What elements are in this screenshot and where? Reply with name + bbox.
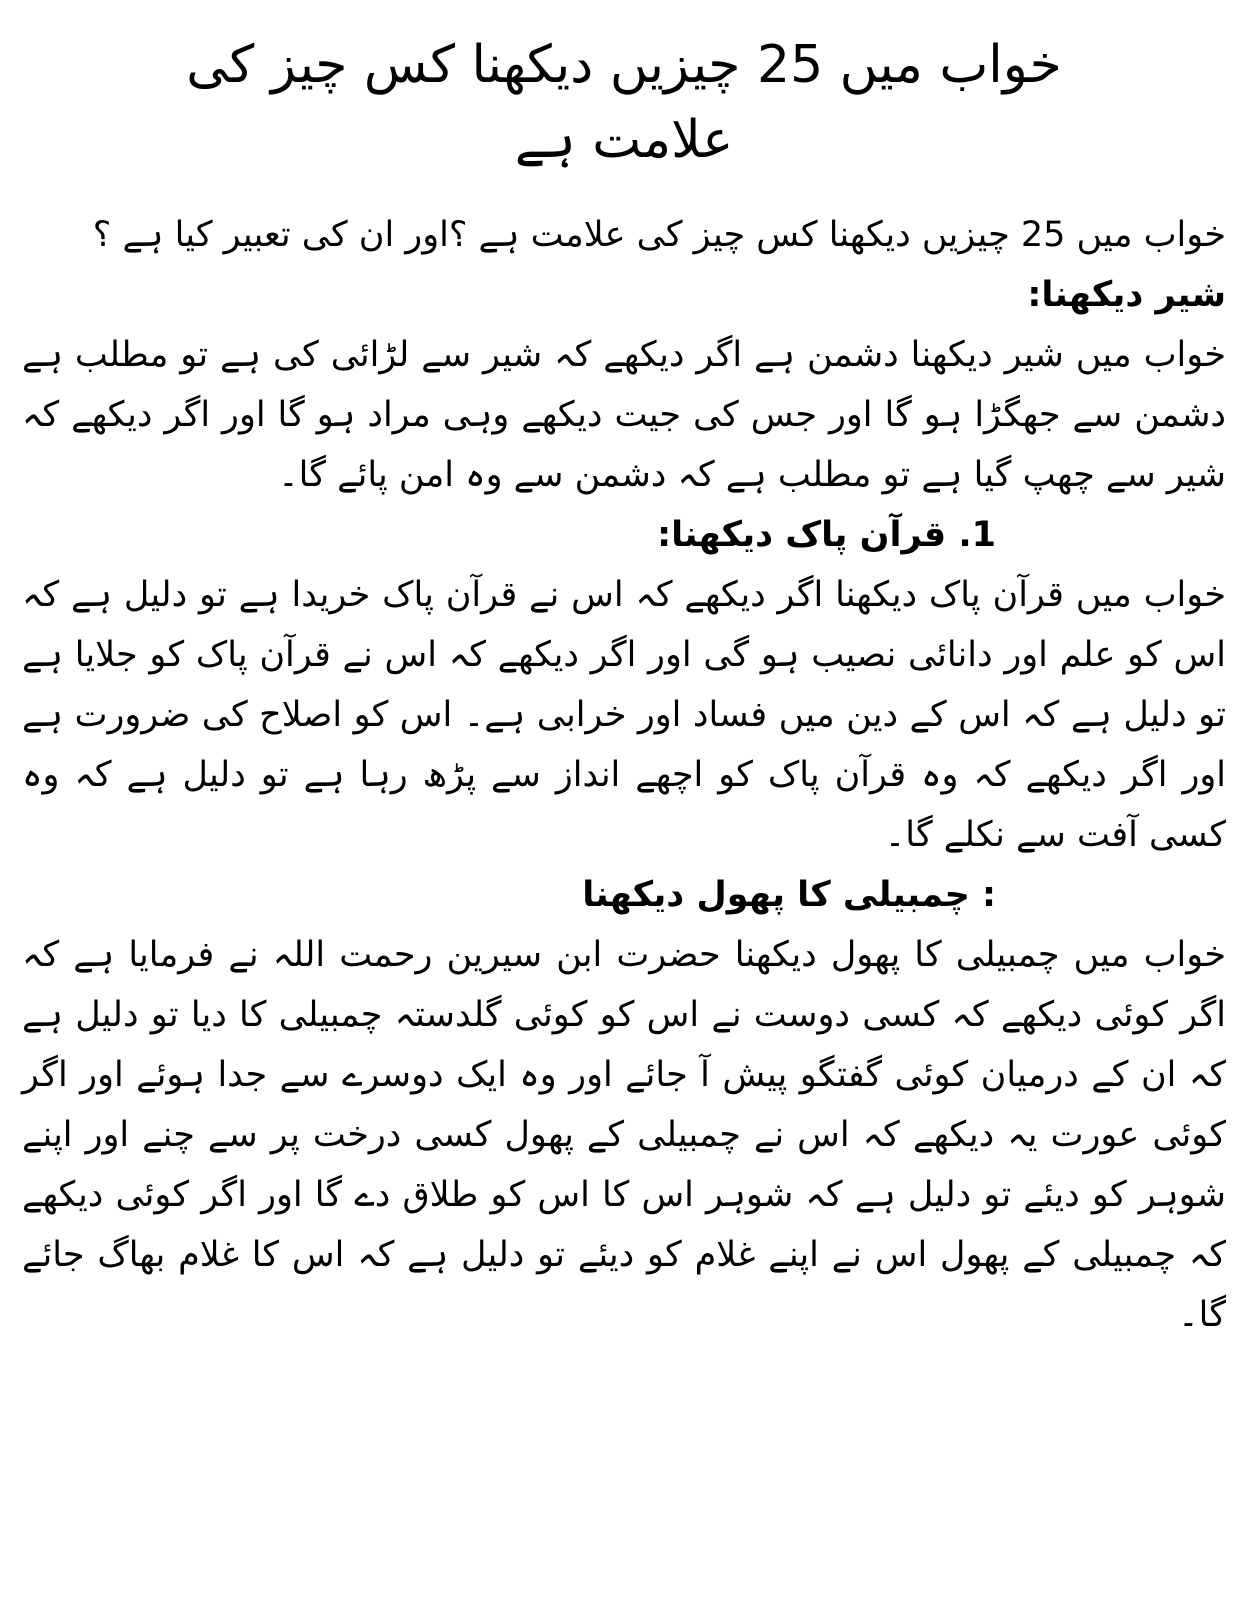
section-heading-jasmine: : چمبیلی کا پھول دیکھنا bbox=[582, 874, 996, 915]
section-heading-quran: 1. قرآن پاک دیکھنا: bbox=[657, 514, 996, 555]
section-body-lion: خواب میں شیر دیکھنا دشمن ہے اگر دیکھے کہ شیر سے لڑائی کی ہے تو مطلب ہے دشمن سے جھگڑا ہو گا اور جس کی جیت دیکھے وہی مراد ہو گا اور اگر دیکھے کہ شیر سے چھپ گیا ہے تو مطلب ہے کہ دشمن سے وہ امن پائے گا۔ bbox=[22, 334, 1226, 495]
section-heading-lion: شیر دیکھنا: bbox=[1027, 274, 1226, 315]
section-body-quran: خواب میں قرآن پاک دیکھنا اگر دیکھے کہ اس نے قرآن پاک خریدا ہے تو دلیل ہے کہ اس کو علم اور دانائی نصیب ہو گی اور اگر دیکھے کہ اس نے قرآن پاک کو جلایا ہے تو دلیل ہے کہ اس کے دین میں فساد اور خرابی ہے۔ اس کو اصلاح کی ضرورت ہے اور اگر دیکھے کہ وہ قرآن پاک کو اچھے انداز سے پڑھ رہا ہے تو دلیل ہے کہ وہ کسی آفت سے نکلے گا۔ bbox=[22, 574, 1226, 855]
section-body-jasmine: خواب میں چمبیلی کا پھول دیکھنا حضرت ابن سیرین رحمت اللہ نے فرمایا ہے کہ اگر کوئی دیکھے کہ کسی دوست نے اس کو کوئی گلدستہ چمبیلی کا دیا تو دلیل ہے کہ ان کے درمیان کوئی گفتگو پیش آ جائے اور وہ ایک دوسرے سے جدا ہوئے اور اگر کوئی عورت یہ دیکھے کہ اس نے چمبیلی کے پھول کسی درخت پر سے چنے اور اپنے شوہر کو دیئے تو دلیل ہے کہ شوہر اس کا اس کو طلاق دے گا اور اگر کوئی دیکھے کہ چمبیلی کے پھول اس نے اپنے غلام کو دیئے تو دلیل ہے کہ اس کا غلام بھاگ جائے گا۔ bbox=[22, 934, 1226, 1335]
intro-question: خواب میں 25 چیزیں دیکھنا کس چیز کی علامت ہے ؟اور ان کی تعبیر کیا ہے ؟ bbox=[92, 214, 1226, 255]
article-title: خواب میں 25 چیزیں دیکھنا کس چیز کی علامت ہے bbox=[186, 35, 1062, 171]
